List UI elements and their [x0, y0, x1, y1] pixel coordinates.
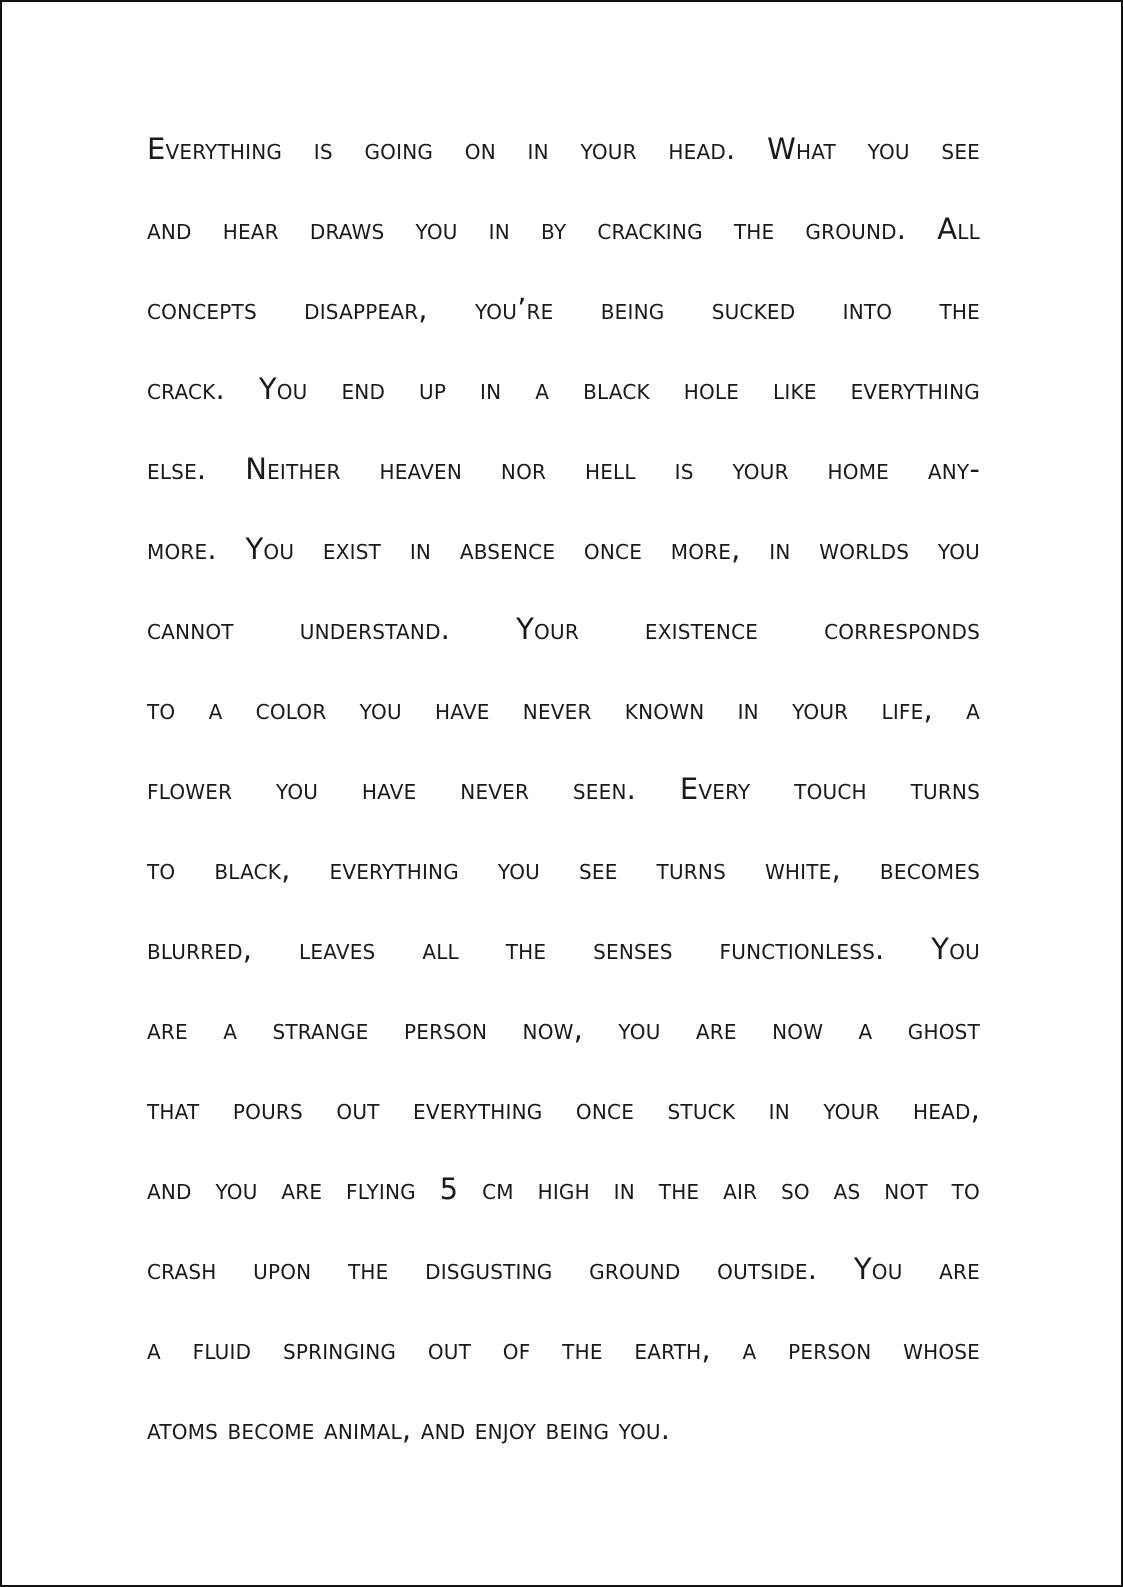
text-line-4: crack. You end up in a black hole like everything — [147, 372, 980, 406]
text-line-3: concepts disappear, you’re being sucked into the — [147, 292, 980, 326]
text-line-10: to black, everything you see turns white, becomes — [147, 852, 980, 886]
text-line-12: are a strange person now, you are now a ghost — [147, 1012, 980, 1046]
text-line-6: more. You exist in absence once more, in worlds you — [147, 532, 980, 566]
text-line-15: crash upon the disgusting ground outside. You are — [147, 1252, 980, 1286]
text-line-14: and you are flying 5 cm high in the air so as not to — [147, 1172, 980, 1206]
text-line-16: a fluid springing out of the earth, a person whose — [147, 1332, 980, 1366]
body-text — [147, 120, 980, 1480]
text-line-2: and hear draws you in by cracking the ground. All — [147, 212, 980, 246]
text-line-8: to a color you have never known in your life, a — [147, 692, 980, 726]
text-line-17: atoms become animal, and enjoy being you. — [147, 1412, 671, 1446]
text-line-9: flower you have never seen. Every touch turns — [147, 772, 980, 806]
text-line-5: else. Neither heaven nor hell is your home any- — [147, 452, 980, 486]
text-line-13: that pours out everything once stuck in your head, — [147, 1092, 980, 1126]
text-line-1: Everything is going on in your head. What you see — [147, 132, 980, 166]
text-line-11: blurred, leaves all the senses functionless. You — [147, 932, 980, 966]
text-line-7: cannot understand. Your existence corresponds — [147, 612, 980, 646]
